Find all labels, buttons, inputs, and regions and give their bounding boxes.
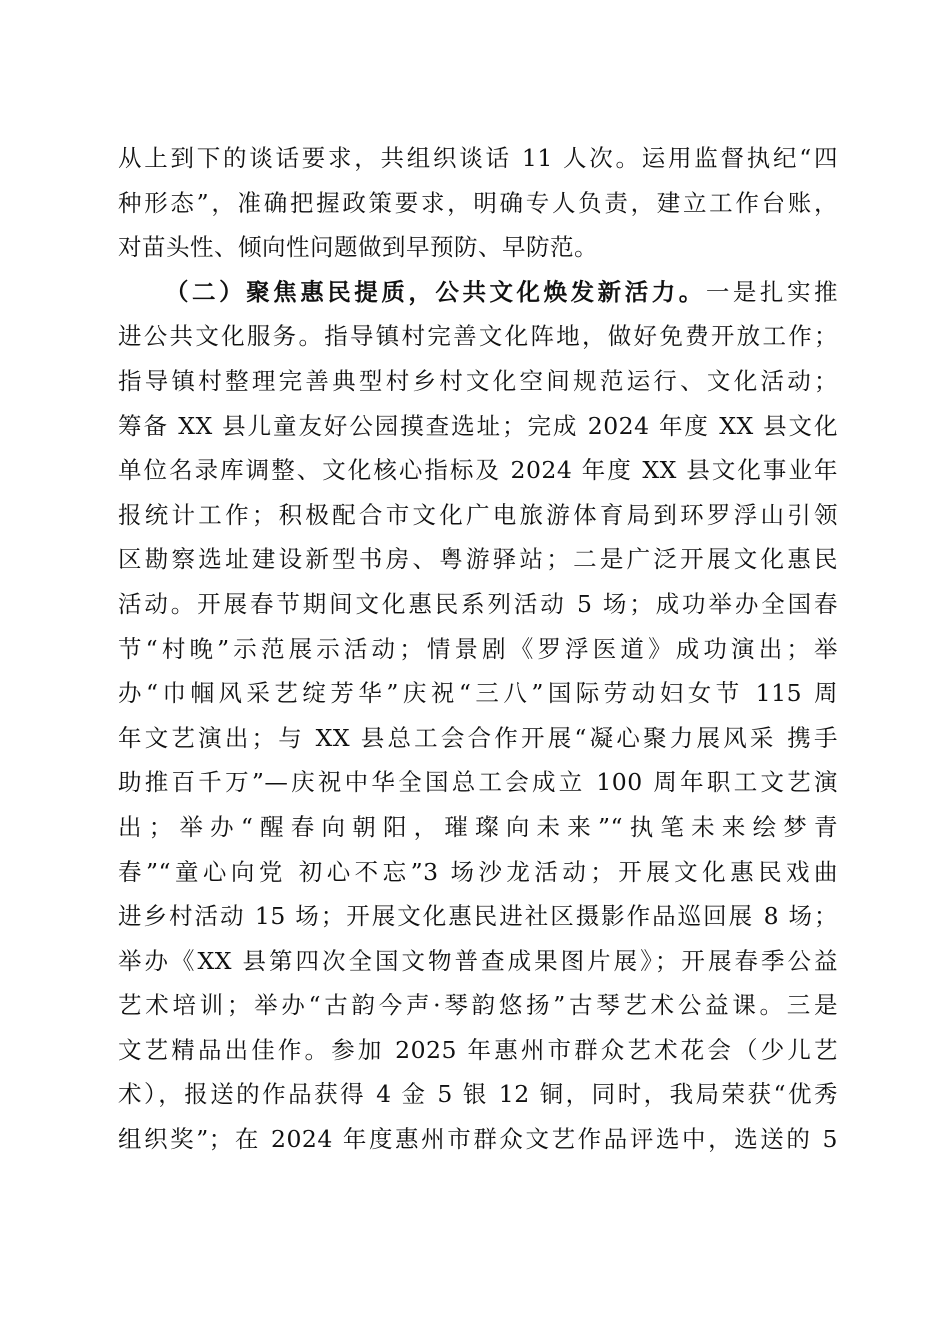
text-line: 术），报送的作品获得 4 金 5 银 12 铜，同时，我局荣获“优秀: [118, 1080, 838, 1109]
text-line: 对苗头性、倾向性问题做到早预防、早防范。: [118, 233, 598, 262]
text-line: 指导镇村整理完善典型村乡村文化空间规范运行、文化活动；: [118, 366, 838, 395]
text-line: 区勘察选址建设新型书房、粤游驿站；二是广泛开展文化惠民: [118, 545, 838, 574]
text-line: 助推百千万”—庆祝中华全国总工会成立 100 周年职工文艺演: [118, 768, 838, 797]
text-line: 报统计工作；积极配合市文化广电旅游体育局到环罗浮山引领: [118, 500, 838, 529]
text-line: 出；举办“醒春向朝阳，璀璨向未来”“执笔未来绘梦青: [118, 812, 838, 841]
text-line: 举办《XX 县第四次全国文物普查成果图片展》；开展春季公益: [118, 946, 838, 975]
text-line: 种形态”，准确把握政策要求，明确专人负责，建立工作台账，: [118, 188, 838, 217]
section-heading: （二）聚焦惠民提质，公共文化焕发新活力。: [165, 277, 706, 306]
text-line: 文艺精品出佳作。参加 2025 年惠州市群众艺术花会（少儿艺: [118, 1035, 838, 1064]
text-line: 筹备 XX 县儿童友好公园摸查选址；完成 2024 年度 XX 县文化: [118, 411, 838, 440]
section-heading-line: [118, 270, 838, 315]
text-line: 组织奖”；在 2024 年度惠州市群众文艺作品评选中，选送的 5: [118, 1125, 838, 1154]
text-line: 从上到下的谈话要求，共组织谈话 11 人次。运用监督执纪“四: [118, 144, 838, 172]
text-line: 活动。开展春节期间文化惠民系列活动 5 场；成功举办全国春: [118, 589, 838, 618]
document-body: [118, 136, 838, 1162]
text-line: 进公共文化服务。指导镇村完善文化阵地，做好免费开放工作；: [118, 322, 838, 351]
heading-line-text: 一是扎实推: [705, 277, 838, 306]
text-line: 单位名录库调整、文化核心指标及 2024 年度 XX 县文化事业年: [118, 456, 838, 485]
text-line: 艺术培训；举办“古韵今声·琴韵悠扬”古琴艺术公益课。三是: [118, 991, 838, 1020]
text-line: 节“村晚”示范展示活动；情景剧《罗浮医道》成功演出；举: [118, 634, 838, 663]
text-line: 办“巾帼风采艺绽芳华”庆祝“三八”国际劳动妇女节 115 周: [118, 679, 838, 708]
text-line: 春”“童心向党 初心不忘”3 场沙龙活动；开展文化惠民戏曲: [118, 857, 838, 886]
text-line: 年文艺演出；与 XX 县总工会合作开展“凝心聚力展风采 携手: [118, 723, 838, 752]
text-line: 进乡村活动 15 场；开展文化惠民进社区摄影作品巡回展 8 场；: [118, 902, 838, 931]
